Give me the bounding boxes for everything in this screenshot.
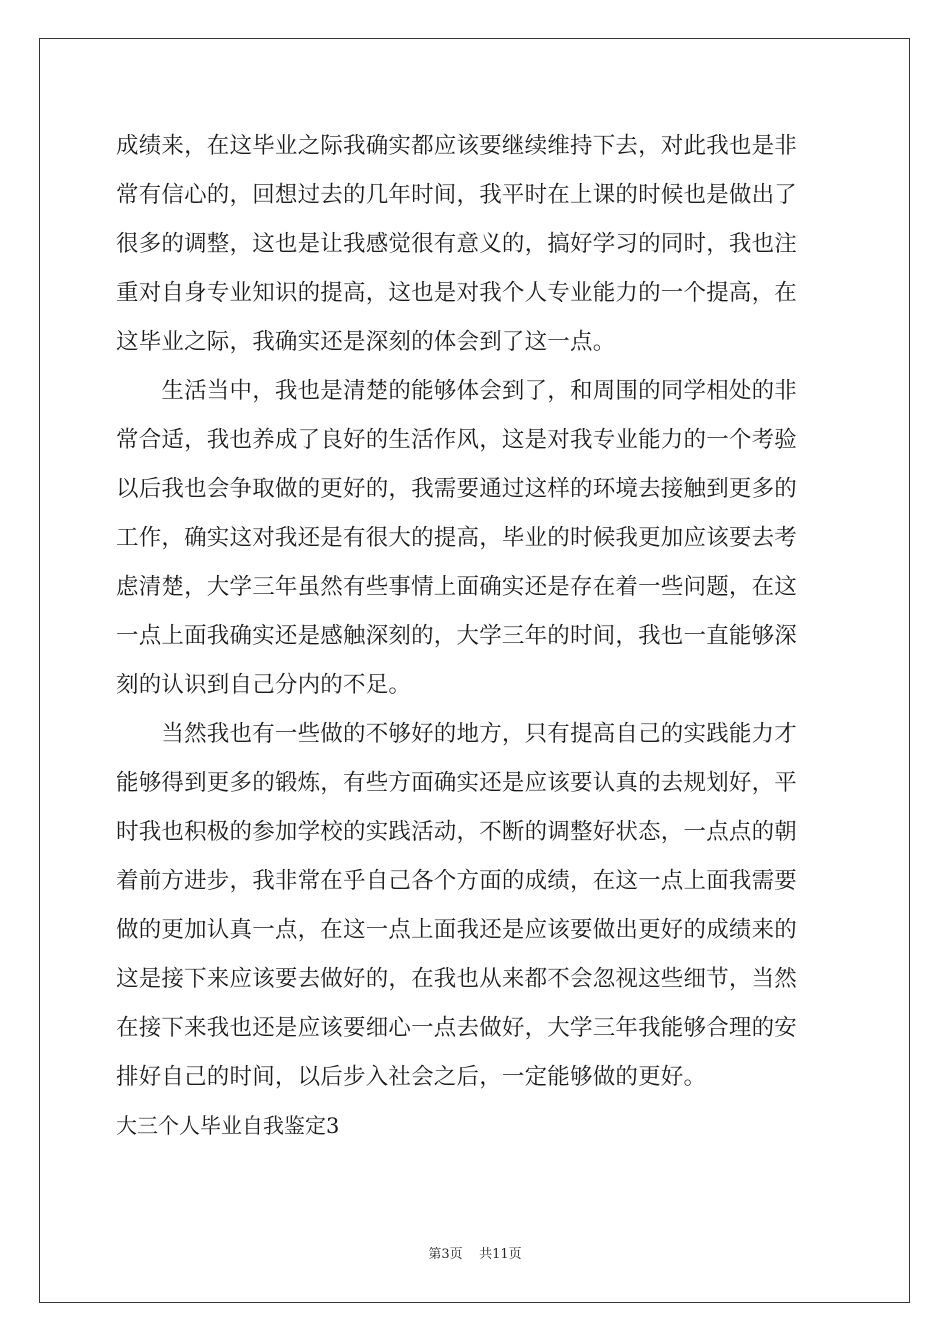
text-line: 生活当中，我也是清楚的能够体会到了，和周围的同学相处的非 bbox=[116, 378, 798, 404]
text-line: 虑清楚，大学三年虽然有些事情上面确实还是存在着一些问题，在这 bbox=[116, 574, 798, 600]
page-number: 第3页 bbox=[428, 1247, 463, 1262]
text-line: 在接下来我也还是应该要细心一点去做好，大学三年我能够合理的安 bbox=[116, 1015, 798, 1041]
text-line: 刻的认识到自己分内的不足。 bbox=[116, 672, 412, 698]
text-line: 以后我也会争取做的更好的，我需要通过这样的环境去接触到更多的 bbox=[116, 476, 798, 502]
text-line: 能够得到更多的锻炼，有些方面确实还是应该要认真的去规划好，平 bbox=[116, 770, 798, 796]
text-line: 时我也积极的参加学校的实践活动，不断的调整好状态，一点点的朝 bbox=[116, 819, 798, 845]
text-line: 常有信心的，回想过去的几年时间，我平时在上课的时候也是做出了 bbox=[116, 182, 798, 208]
text-line: 着前方进步，我非常在乎自己各个方面的成绩，在这一点上面我需要 bbox=[116, 868, 798, 894]
text-line: 排好自己的时间，以后步入社会之后，一定能够做的更好。 bbox=[116, 1064, 707, 1090]
text-line: 成绩来，在这毕业之际我确实都应该要继续维持下去，对此我也是非 bbox=[116, 133, 798, 159]
document-body bbox=[116, 122, 836, 1151]
text-line: 这毕业之际，我确实还是深刻的体会到了这一点。 bbox=[116, 329, 616, 355]
text-line: 当然我也有一些做的不够好的地方，只有提高自己的实践能力才 bbox=[116, 721, 798, 747]
text-line: 一点上面我确实还是感触深刻的，大学三年的时间，我也一直能够深 bbox=[116, 623, 798, 649]
text-line: 工作，确实这对我还是有很大的提高，毕业的时候我更加应该要去考 bbox=[116, 525, 798, 551]
total-pages: 共11页 bbox=[479, 1247, 522, 1262]
text-line: 常合适，我也养成了良好的生活作风，这是对我专业能力的一个考验 bbox=[116, 427, 798, 453]
text-line: 这是接下来应该要去做好的，在我也从来都不会忽视这些细节，当然 bbox=[116, 966, 798, 992]
text-line: 很多的调整，这也是让我感觉很有意义的，搞好学习的同时，我也注 bbox=[116, 231, 798, 257]
text-line: 做的更加认真一点，在这一点上面我还是应该要做出更好的成绩来的 bbox=[116, 917, 798, 943]
page-footer bbox=[0, 1245, 950, 1265]
section-heading: 大三个人毕业自我鉴定3 bbox=[116, 1114, 340, 1138]
text-line: 重对自身专业知识的提高，这也是对我个人专业能力的一个提高，在 bbox=[116, 280, 798, 306]
